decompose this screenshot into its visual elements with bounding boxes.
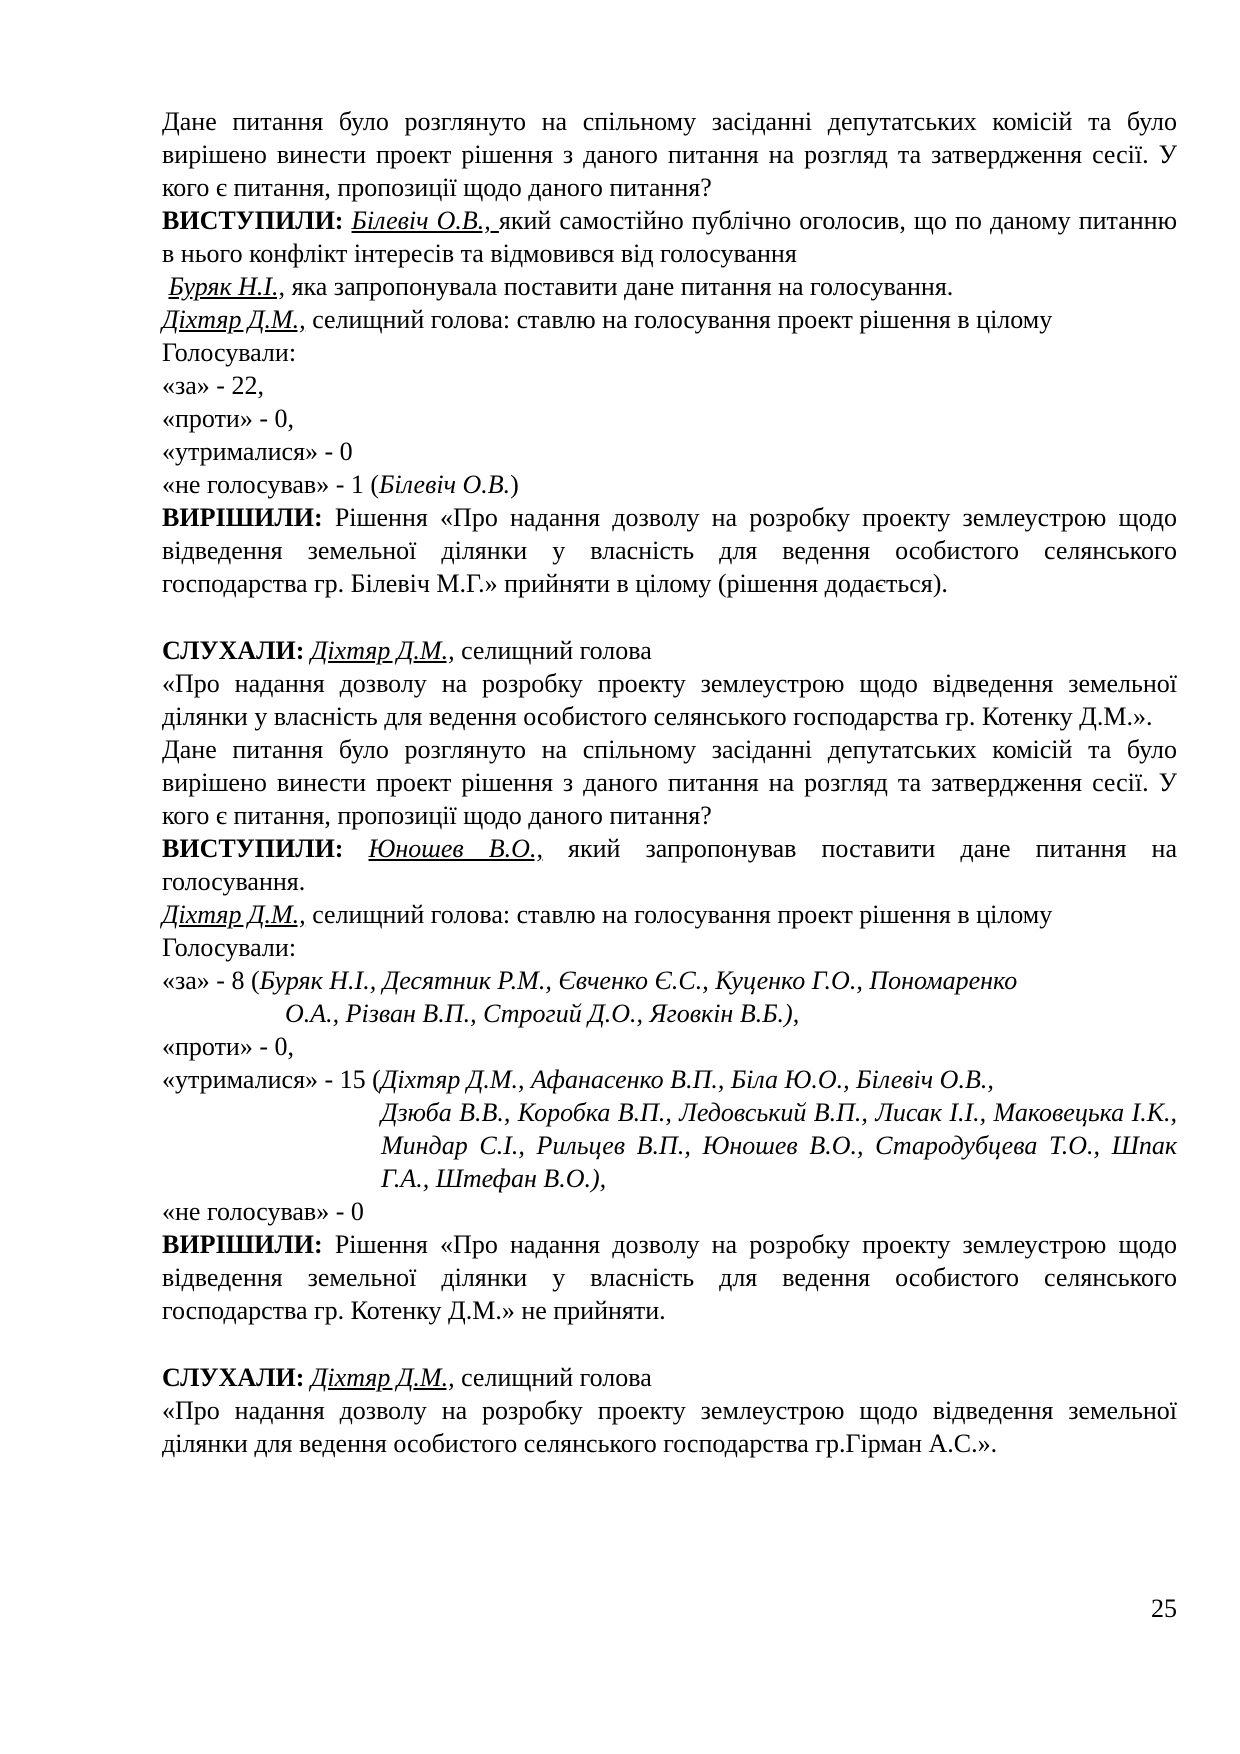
s1-vote-proty: «проти» - 0,	[162, 404, 295, 433]
s1-spoke-2	[162, 270, 1177, 303]
page-number: 25	[1151, 1594, 1177, 1623]
s2-heard	[162, 634, 1177, 667]
s3-heard-role: селищний голова	[461, 1363, 652, 1392]
s2-heard-label: СЛУХАЛИ:	[162, 636, 305, 665]
s1-nh-close: )	[510, 470, 519, 499]
s2-title: «Про надання дозволу на розробку проекту землеустрою щодо відведення земельної ділянки у власність для ведення особистого селянського господарства гр. Котенку Д.М.».	[162, 669, 1177, 731]
s2-utr-label: «утрималися» - 15 (	[162, 1065, 381, 1094]
s1-nh-names: Білевіч О.В.	[379, 470, 511, 499]
s1-nh-label: «не голосував» - 1 (	[162, 470, 380, 499]
s2-spoke1-text: який запропонував поставити дане питання на голосування.	[162, 834, 1177, 896]
s2-vote-proty: «проти» - 0,	[162, 1032, 295, 1061]
s1-decided-label: ВИРІШИЛИ:	[162, 503, 323, 532]
s1-intro: Дане питання було розглянуто на спільному засіданні депутатських комісій та було вирішено винести проект рішення з даного питання на розгляд та затвердження сесії. У кого є питання, пропозиції щодо даного питання?	[162, 107, 1177, 202]
s2-spoke-label: ВИСТУПИЛИ:	[162, 834, 344, 863]
s1-spoke-3	[162, 303, 1177, 336]
s1-vote-nh	[162, 468, 1177, 501]
s2-voted-label: Голосували:	[162, 933, 297, 962]
s2-heard-name: Діхтяр Д.М.,	[310, 636, 455, 665]
s3-heard	[162, 1361, 1177, 1394]
s2-za-label: «за» - 8 (	[162, 966, 260, 995]
s1-spoke-label: ВИСТУПИЛИ:	[162, 206, 344, 235]
s2-intro: Дане питання було розглянуто на спільному засіданні депутатських комісій та було вирішено винести проект рішення з даного питання на розгляд та затвердження сесії. У кого є питання, пропозиції щодо даного питання?	[162, 735, 1177, 830]
s2-heard-role: селищний голова	[461, 636, 652, 665]
s2-spoke1-name: Юношев В.О.,	[368, 834, 543, 863]
s3-heard-name: Діхтяр Д.М.,	[310, 1363, 455, 1392]
s2-decided	[162, 1228, 1177, 1327]
s1-spoke2-name: Буряк Н.І.,	[168, 272, 286, 301]
s1-spoke1-name: Білевіч О.В.,	[351, 206, 499, 235]
s1-decided	[162, 501, 1177, 600]
s2-spoke-1	[162, 832, 1177, 898]
section-gap	[162, 1327, 1177, 1361]
s1-spoke3-text: селищний голова: ставлю на голосування проект рішення в цілому	[312, 305, 1053, 334]
s2-za-names-cont: О.А., Різван В.П., Строгий Д.О., Яговкін В.Б.),	[285, 999, 800, 1028]
s2-utr-line	[162, 1063, 1177, 1096]
s1-spoke-1	[162, 204, 1177, 270]
s2-spoke2-name: Діхтяр Д.М.,	[162, 900, 306, 929]
s1-decided-text: Рішення «Про надання дозволу на розробку проекту землеустрою щодо відведення земельної ділянки у власність для ведення особистого селянського господарства гр. Білевіч М.Г.» прийняти в цілому (рішення додається).	[162, 503, 1178, 598]
s2-spoke2-text: селищний голова: ставлю на голосування проект рішення в цілому	[312, 900, 1053, 929]
s2-utr-names-cont: Дзюба В.В., Коробка В.П., Ледовський В.П., Лисак І.І., Маковецька І.К., Миндар С.І., Рильцев В.П., Юношев В.О., Стародубцева Т.О., Шпак Г.А., Штефан В.О.),	[381, 1098, 1177, 1193]
s2-za-line	[162, 964, 1177, 997]
s2-decided-label: ВИРІШИЛИ:	[162, 1230, 323, 1259]
s2-decided-text: Рішення «Про надання дозволу на розробку проекту землеустрою щодо відведення земельної ділянки у власність для ведення особистого селянського господарства гр. Котенку Д.М.» не прийняти.	[162, 1230, 1178, 1325]
s3-heard-label: СЛУХАЛИ:	[162, 1363, 305, 1392]
s3-title: «Про надання дозволу на розробку проекту землеустрою щодо відведення земельної ділянки для ведення особистого селянського господарства гр.Гірман А.С.».	[162, 1396, 1177, 1458]
section-gap	[162, 600, 1177, 634]
s1-vote-utr: «утрималися» - 0	[162, 437, 353, 466]
s1-voted-label: Голосували:	[162, 338, 297, 367]
s1-spoke2-text: яка запропонувала поставити дане питання на голосування.	[291, 272, 954, 301]
s2-utr-names: Діхтяр Д.М., Афанасенко В.П., Біла Ю.О., Білевіч О.В.,	[380, 1065, 994, 1094]
s1-spoke3-name: Діхтяр Д.М.,	[162, 305, 306, 334]
s2-vote-utr	[162, 1063, 1177, 1195]
s2-vote-nh: «не голосував» - 0	[162, 1197, 364, 1226]
s1-vote-za: «за» - 22,	[162, 371, 264, 400]
s2-spoke-2	[162, 898, 1177, 931]
s1-spoke1-text: який самостійно публічно оголосив, що по даному питанню в нього конфлікт інтересів та відмовився від голосування	[162, 206, 1177, 268]
s2-vote-za	[162, 964, 1177, 1030]
s2-za-names: Буряк Н.І., Десятник Р.М., Євченко Є.С., Куценко Г.О., Пономаренко	[259, 966, 1018, 995]
